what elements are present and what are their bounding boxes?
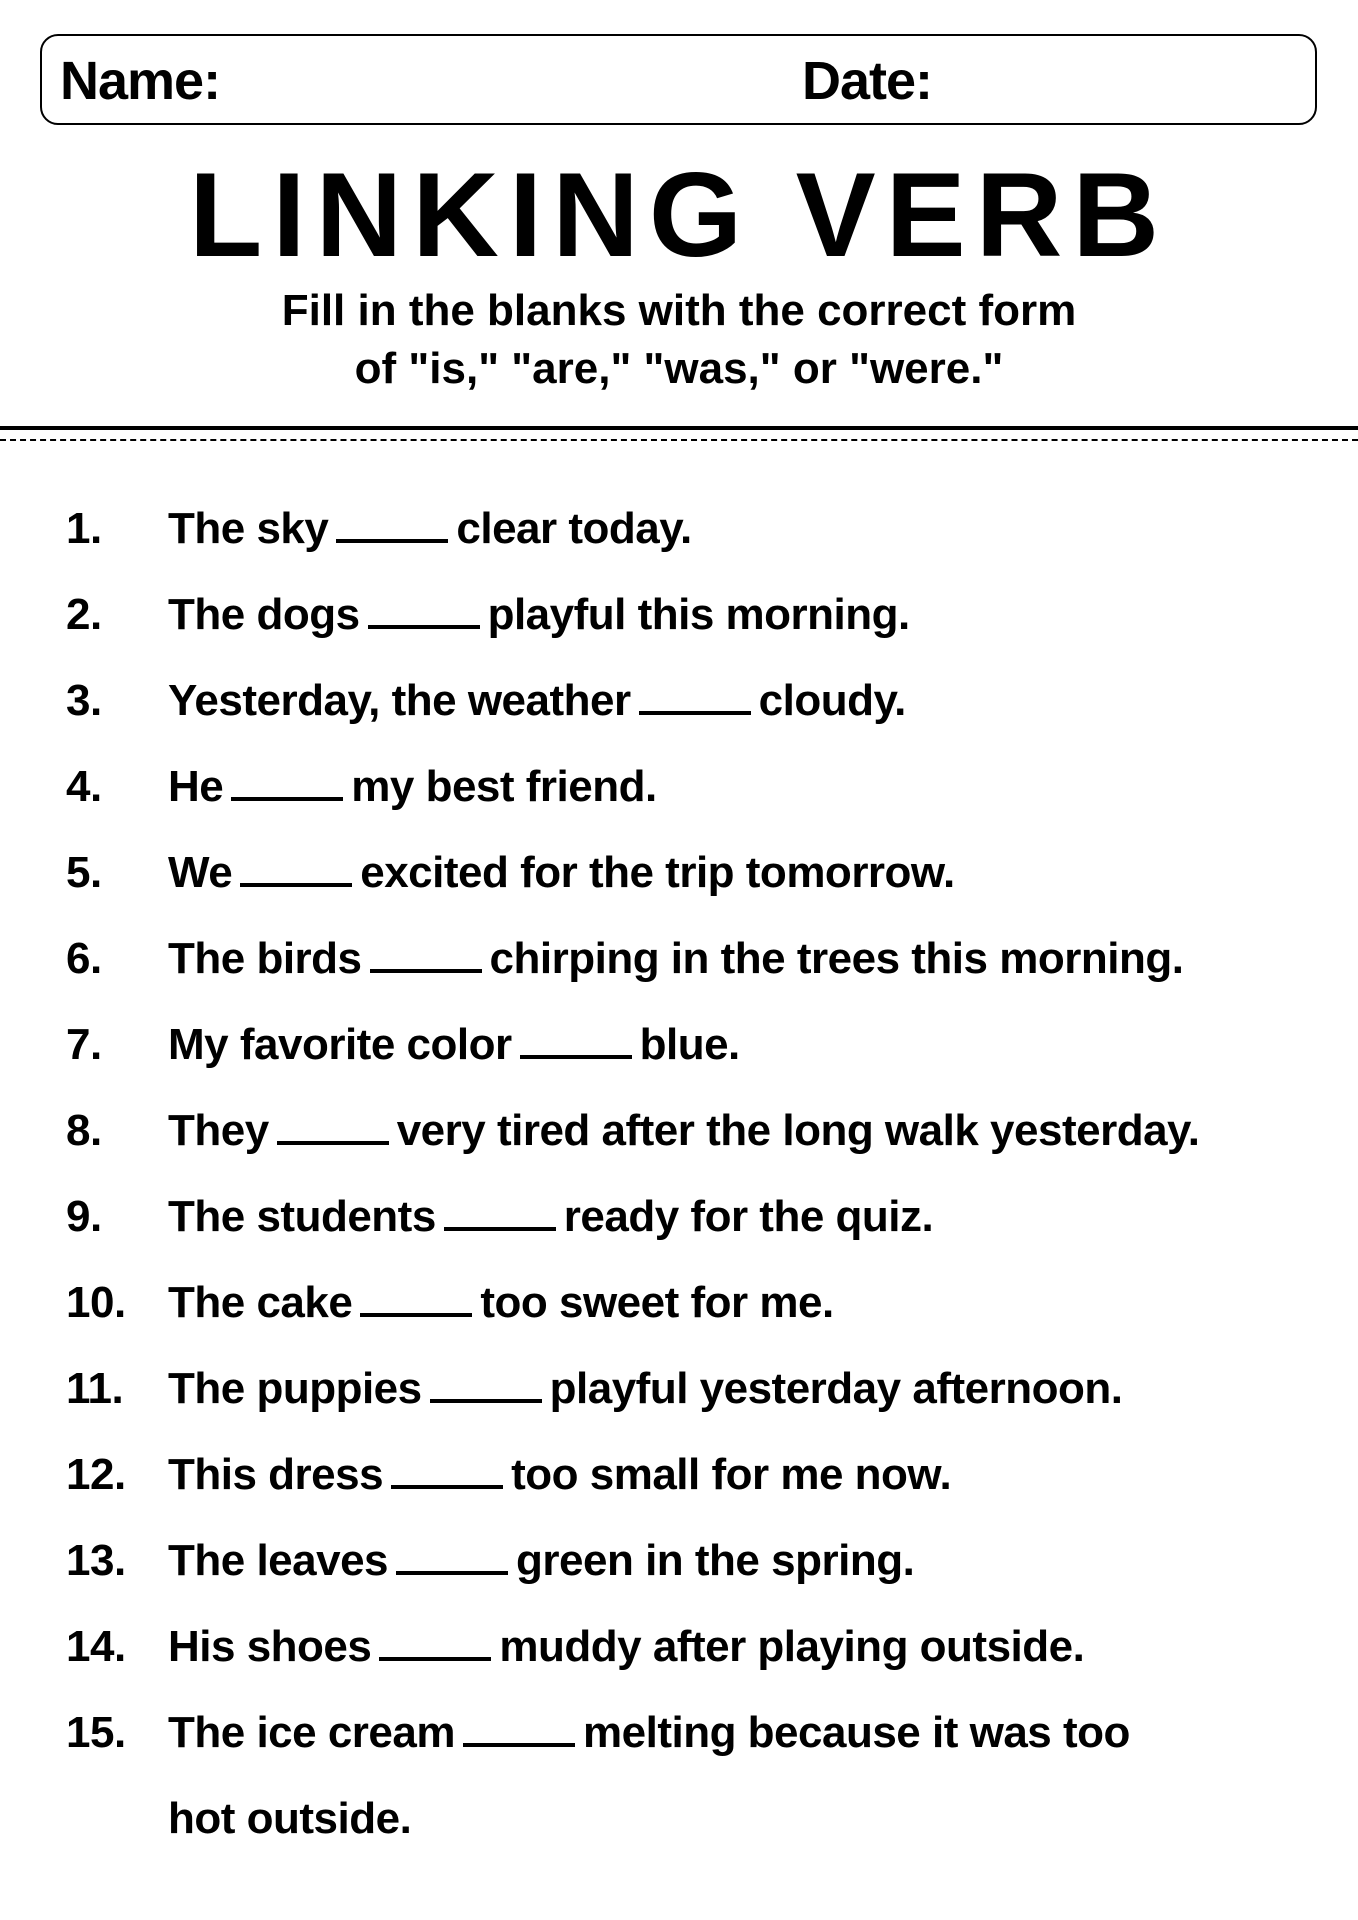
question-text [168, 755, 657, 819]
question-after: playful this morning. [487, 590, 910, 639]
question-text [168, 583, 910, 647]
question-item [0, 1013, 1358, 1099]
question-text [168, 1271, 834, 1335]
question-after: my best friend. [351, 762, 657, 811]
question-number: 11. [66, 1364, 124, 1413]
question-text [168, 1701, 1130, 1873]
question-text [168, 1099, 1199, 1163]
question-before: The leaves [168, 1536, 389, 1585]
question-item [0, 755, 1358, 841]
question-item [0, 669, 1358, 755]
question-text [168, 1529, 914, 1593]
question-number: 14. [66, 1622, 126, 1671]
question-after: too sweet for me. [480, 1278, 834, 1327]
question-after: blue. [639, 1020, 740, 1069]
question-number: 13. [66, 1536, 126, 1585]
answer-blank[interactable] [396, 1541, 508, 1575]
question-after: too small for me now. [511, 1450, 952, 1499]
answer-blank[interactable] [639, 681, 751, 715]
question-number: 10. [66, 1278, 126, 1327]
question-item [0, 1615, 1358, 1701]
question-before: The puppies [168, 1364, 422, 1413]
question-text [168, 1013, 740, 1077]
question-after: excited for the trip tomorrow. [360, 848, 955, 897]
question-number: 5. [66, 848, 102, 897]
answer-blank[interactable] [277, 1111, 389, 1145]
question-item [0, 583, 1358, 669]
question-text [168, 1357, 1122, 1421]
date-label: Date: [802, 51, 933, 111]
dashed-divider [0, 439, 1358, 441]
answer-blank[interactable] [240, 853, 352, 887]
answer-blank[interactable] [520, 1025, 632, 1059]
answer-blank[interactable] [360, 1283, 472, 1317]
answer-blank[interactable] [463, 1713, 575, 1747]
question-before: Yesterday, the weather [168, 676, 631, 725]
solid-divider [0, 426, 1358, 430]
question-number: 4. [66, 762, 102, 811]
question-text [168, 497, 692, 561]
question-after: green in the spring. [516, 1536, 915, 1585]
question-item [0, 927, 1358, 1013]
question-number: 2. [66, 590, 102, 639]
header-box [40, 34, 1317, 125]
question-text [168, 1185, 933, 1249]
question-text [168, 1443, 951, 1507]
question-item [0, 1529, 1358, 1615]
answer-blank[interactable] [231, 767, 343, 801]
question-text [168, 927, 1183, 991]
question-list [0, 497, 1358, 1873]
question-text [168, 841, 955, 905]
question-item [0, 1271, 1358, 1357]
question-item [0, 1185, 1358, 1271]
answer-blank[interactable] [391, 1455, 503, 1489]
question-after: melting because it was too [583, 1708, 1130, 1757]
answer-blank[interactable] [336, 509, 448, 543]
question-before: He [168, 762, 224, 811]
question-item [0, 841, 1358, 927]
question-before: The sky [168, 504, 329, 553]
instructions [200, 282, 1158, 398]
question-number: 15. [66, 1708, 126, 1757]
answer-blank[interactable] [444, 1197, 556, 1231]
question-before: The students [168, 1192, 436, 1241]
worksheet-title: LINKING VERB [188, 148, 1170, 282]
question-before: The ice cream [168, 1708, 455, 1757]
instructions-line-2: of "is," "are," "was," or "were." [354, 344, 1004, 393]
question-number: 1. [66, 504, 102, 553]
question-before: The birds [168, 934, 362, 983]
instructions-line-1: Fill in the blanks with the correct form [281, 286, 1077, 335]
question-before: The cake [168, 1278, 353, 1327]
question-item [0, 1701, 1358, 1873]
question-number: 8. [66, 1106, 102, 1155]
question-text [168, 669, 906, 733]
question-after: clear today. [456, 504, 692, 553]
question-after: playful yesterday afternoon. [549, 1364, 1123, 1413]
answer-blank[interactable] [370, 939, 482, 973]
question-item [0, 1357, 1358, 1443]
question-item [0, 1099, 1358, 1185]
question-after: very tired after the long walk yesterday. [396, 1106, 1200, 1155]
question-before: They [168, 1106, 269, 1155]
question-number: 12. [66, 1450, 126, 1499]
question-item [0, 497, 1358, 583]
question-after: chirping in the trees this morning. [489, 934, 1184, 983]
question-after: cloudy. [758, 676, 906, 725]
name-label: Name: [60, 51, 221, 111]
question-number: 6. [66, 934, 102, 983]
question-number: 3. [66, 676, 102, 725]
question-item [0, 1443, 1358, 1529]
question-number: 9. [66, 1192, 102, 1241]
question-after: ready for the quiz. [563, 1192, 934, 1241]
question-before: This dress [168, 1450, 384, 1499]
question-line [168, 1701, 1130, 1787]
question-before: His shoes [168, 1622, 372, 1671]
question-number: 7. [66, 1020, 102, 1069]
question-continuation: hot outside. [168, 1794, 412, 1843]
question-after: muddy after playing outside. [499, 1622, 1085, 1671]
answer-blank[interactable] [379, 1627, 491, 1661]
question-before: The dogs [168, 590, 360, 639]
answer-blank[interactable] [368, 595, 480, 629]
question-before: My favorite color [168, 1020, 512, 1069]
question-before: We [168, 848, 233, 897]
answer-blank[interactable] [430, 1369, 542, 1403]
question-text [168, 1615, 1084, 1679]
